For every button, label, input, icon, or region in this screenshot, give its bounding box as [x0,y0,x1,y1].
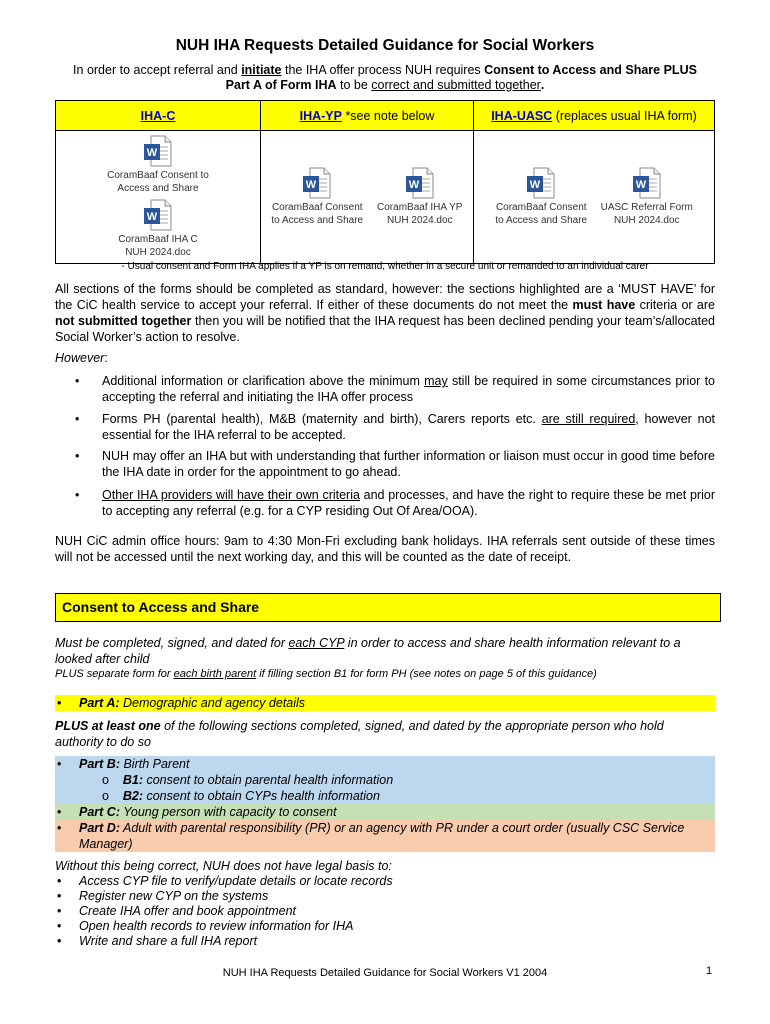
iha-forms-table [55,100,715,264]
bullet-icon: • [57,934,62,948]
iha-yp-docs [261,131,474,264]
page-number: 1 [706,965,713,977]
part-d-item: • Part D: Adult with parental responsibility (PR) or an agency with PR under a court order (usually CSC Service Manager) [55,820,715,852]
plus-at-least-one-text: PLUS at least one of the following sections completed, signed, and dated by the appropriate person who hold authority to do so [55,719,664,749]
part-b-item: • Part B: Birth Parent [55,756,715,804]
word-document-icon [405,167,435,199]
bullet-icon: • [75,374,80,388]
part-b1-item: o B1: consent to obtain parental health information [102,773,394,787]
iha-uasc-header: IHA-UASC (replaces usual IHA form) [474,101,715,131]
part-b2-item: o B2: consent to obtain CYPs health information [102,789,380,803]
list-item: • Register new CYP on the systems [57,889,269,903]
iha-c-header [56,101,261,131]
table-footnote: - Usual consent and Form IHA applies if a YP is on remand, whether in a secure unit or remanded to an individual carer [121,261,649,272]
doc-caption: CoramBaaf Consent to Access and Share [495,202,588,226]
svg-text:W: W [635,179,646,191]
bullet-icon: • [57,874,62,888]
svg-text:W: W [408,179,419,191]
svg-text:W: W [530,179,541,191]
doc-attachment[interactable] [598,167,696,227]
bullet-icon: • [57,919,62,933]
iha-c-docs [56,131,261,264]
iha-yp-header: IHA-YP *see note below [261,101,474,131]
legal-basis-text: Without this being correct, NUH does not have legal basis to: [55,859,392,873]
intro-paragraph: In order to accept referral and initiate the IHA offer process NUH requires Consent to Access and Share PLUS Part A of Form IHA to be correct and submitted together. [73,63,697,92]
doc-attachment[interactable] [492,167,590,227]
iha-yp-link[interactable]: IHA-YP [299,108,342,123]
list-item: • Write and share a full IHA report [57,934,258,948]
part-c-item: • Part C: Young person with capacity to consent [55,804,715,820]
word-document-icon [526,167,556,199]
list-item: • Create IHA offer and book appointment [57,904,297,918]
must-complete-text: Must be completed, signed, and dated for each CYP in order to access and share health information relevant to a looked after child [55,636,681,666]
bullet-icon: • [57,889,62,903]
doc-attachment[interactable] [268,167,366,227]
doc-attachment[interactable] [374,167,466,227]
svg-text:W: W [146,147,158,159]
bullet-icon: • [75,488,80,502]
svg-text:W: W [306,179,317,191]
bullet-icon: • [57,696,62,710]
iha-uasc-docs [474,131,715,264]
page-title: NUH IHA Requests Detailed Guidance for Social Workers [175,37,595,54]
bullet-icon: • [57,757,62,771]
word-document-icon [302,167,332,199]
bullet-icon: • [57,904,62,918]
bullet-item: • Additional information or clarification above the minimum may still be required in some circumstances prior to accepting the referral and initiating the IHA offer process [75,374,715,404]
word-document-icon [143,199,173,231]
word-document-icon [143,135,173,167]
bullet-icon: • [57,805,62,819]
office-hours-paragraph: NUH CiC admin office hours: 9am to 4:30 Mon-Fri excluding bank holidays. IHA referrals sent outside of these times will not be accessed until the next working day, and this will be counted as the date of receipt. [55,534,715,564]
consent-section-heading: Consent to Access and Share [55,593,721,622]
doc-caption: UASC Referral Form NUH 2024.doc [600,202,693,226]
doc-attachment[interactable] [103,135,213,195]
legal-basis-list [55,874,715,949]
however-label: However: [55,351,108,365]
word-document-icon [632,167,662,199]
doc-caption: CoramBaaf Consent to Access and Share [107,170,209,194]
svg-text:W: W [146,211,158,223]
bullet-icon: • [75,449,80,463]
doc-attachment[interactable] [113,199,203,259]
part-a-item: • Part A: Demographic and agency details [55,695,715,711]
must-have-paragraph: All sections of the forms should be completed as standard, however: the sections highlighted are a ‘MUST HAVE’ for the CiC health service to accept your referral. If either of these documents do not meet the must have criteria or are not submitted together then you will be notified that the IHA request has been declined pending your team’s/allocated Social Worker’s action to resolve. [55,282,715,344]
iha-uasc-link[interactable]: IHA-UASC [491,108,553,123]
bullet-icon: • [75,412,80,426]
iha-c-link[interactable]: IHA-C [140,108,176,123]
plus-separate-form-text: PLUS separate form for each birth parent if filling section B1 for form PH (see notes on page 5 of this guidance) [55,668,597,680]
bullet-item: • NUH may offer an IHA but with understanding that further information or liaison must occur in good time before the IHA date in order for the appointment to go ahead. [75,449,715,479]
list-item: • Open health records to review information for IHA [57,919,354,933]
doc-caption: CoramBaaf IHA C NUH 2024.doc [118,234,198,258]
bullet-item: • Other IHA providers will have their own criteria and processes, and have the right to require these be met prior to accepting any referral (e.g. for a CYP residing Out Of Area/OOA). [75,488,715,518]
doc-caption: CoramBaaf Consent to Access and Share [271,202,364,226]
doc-caption: CoramBaaf IHA YP NUH 2024.doc [377,202,463,226]
list-item: • Access CYP file to verify/update details or locate records [57,874,393,888]
bullet-item: • Forms PH (parental health), M&B (maternity and birth), Carers reports etc. are still required, however not essential for the IHA referral to be accepted. [75,412,715,442]
bullet-icon: • [57,821,62,835]
page-footer: NUH IHA Requests Detailed Guidance for Social Workers V1 2004 [222,967,548,979]
